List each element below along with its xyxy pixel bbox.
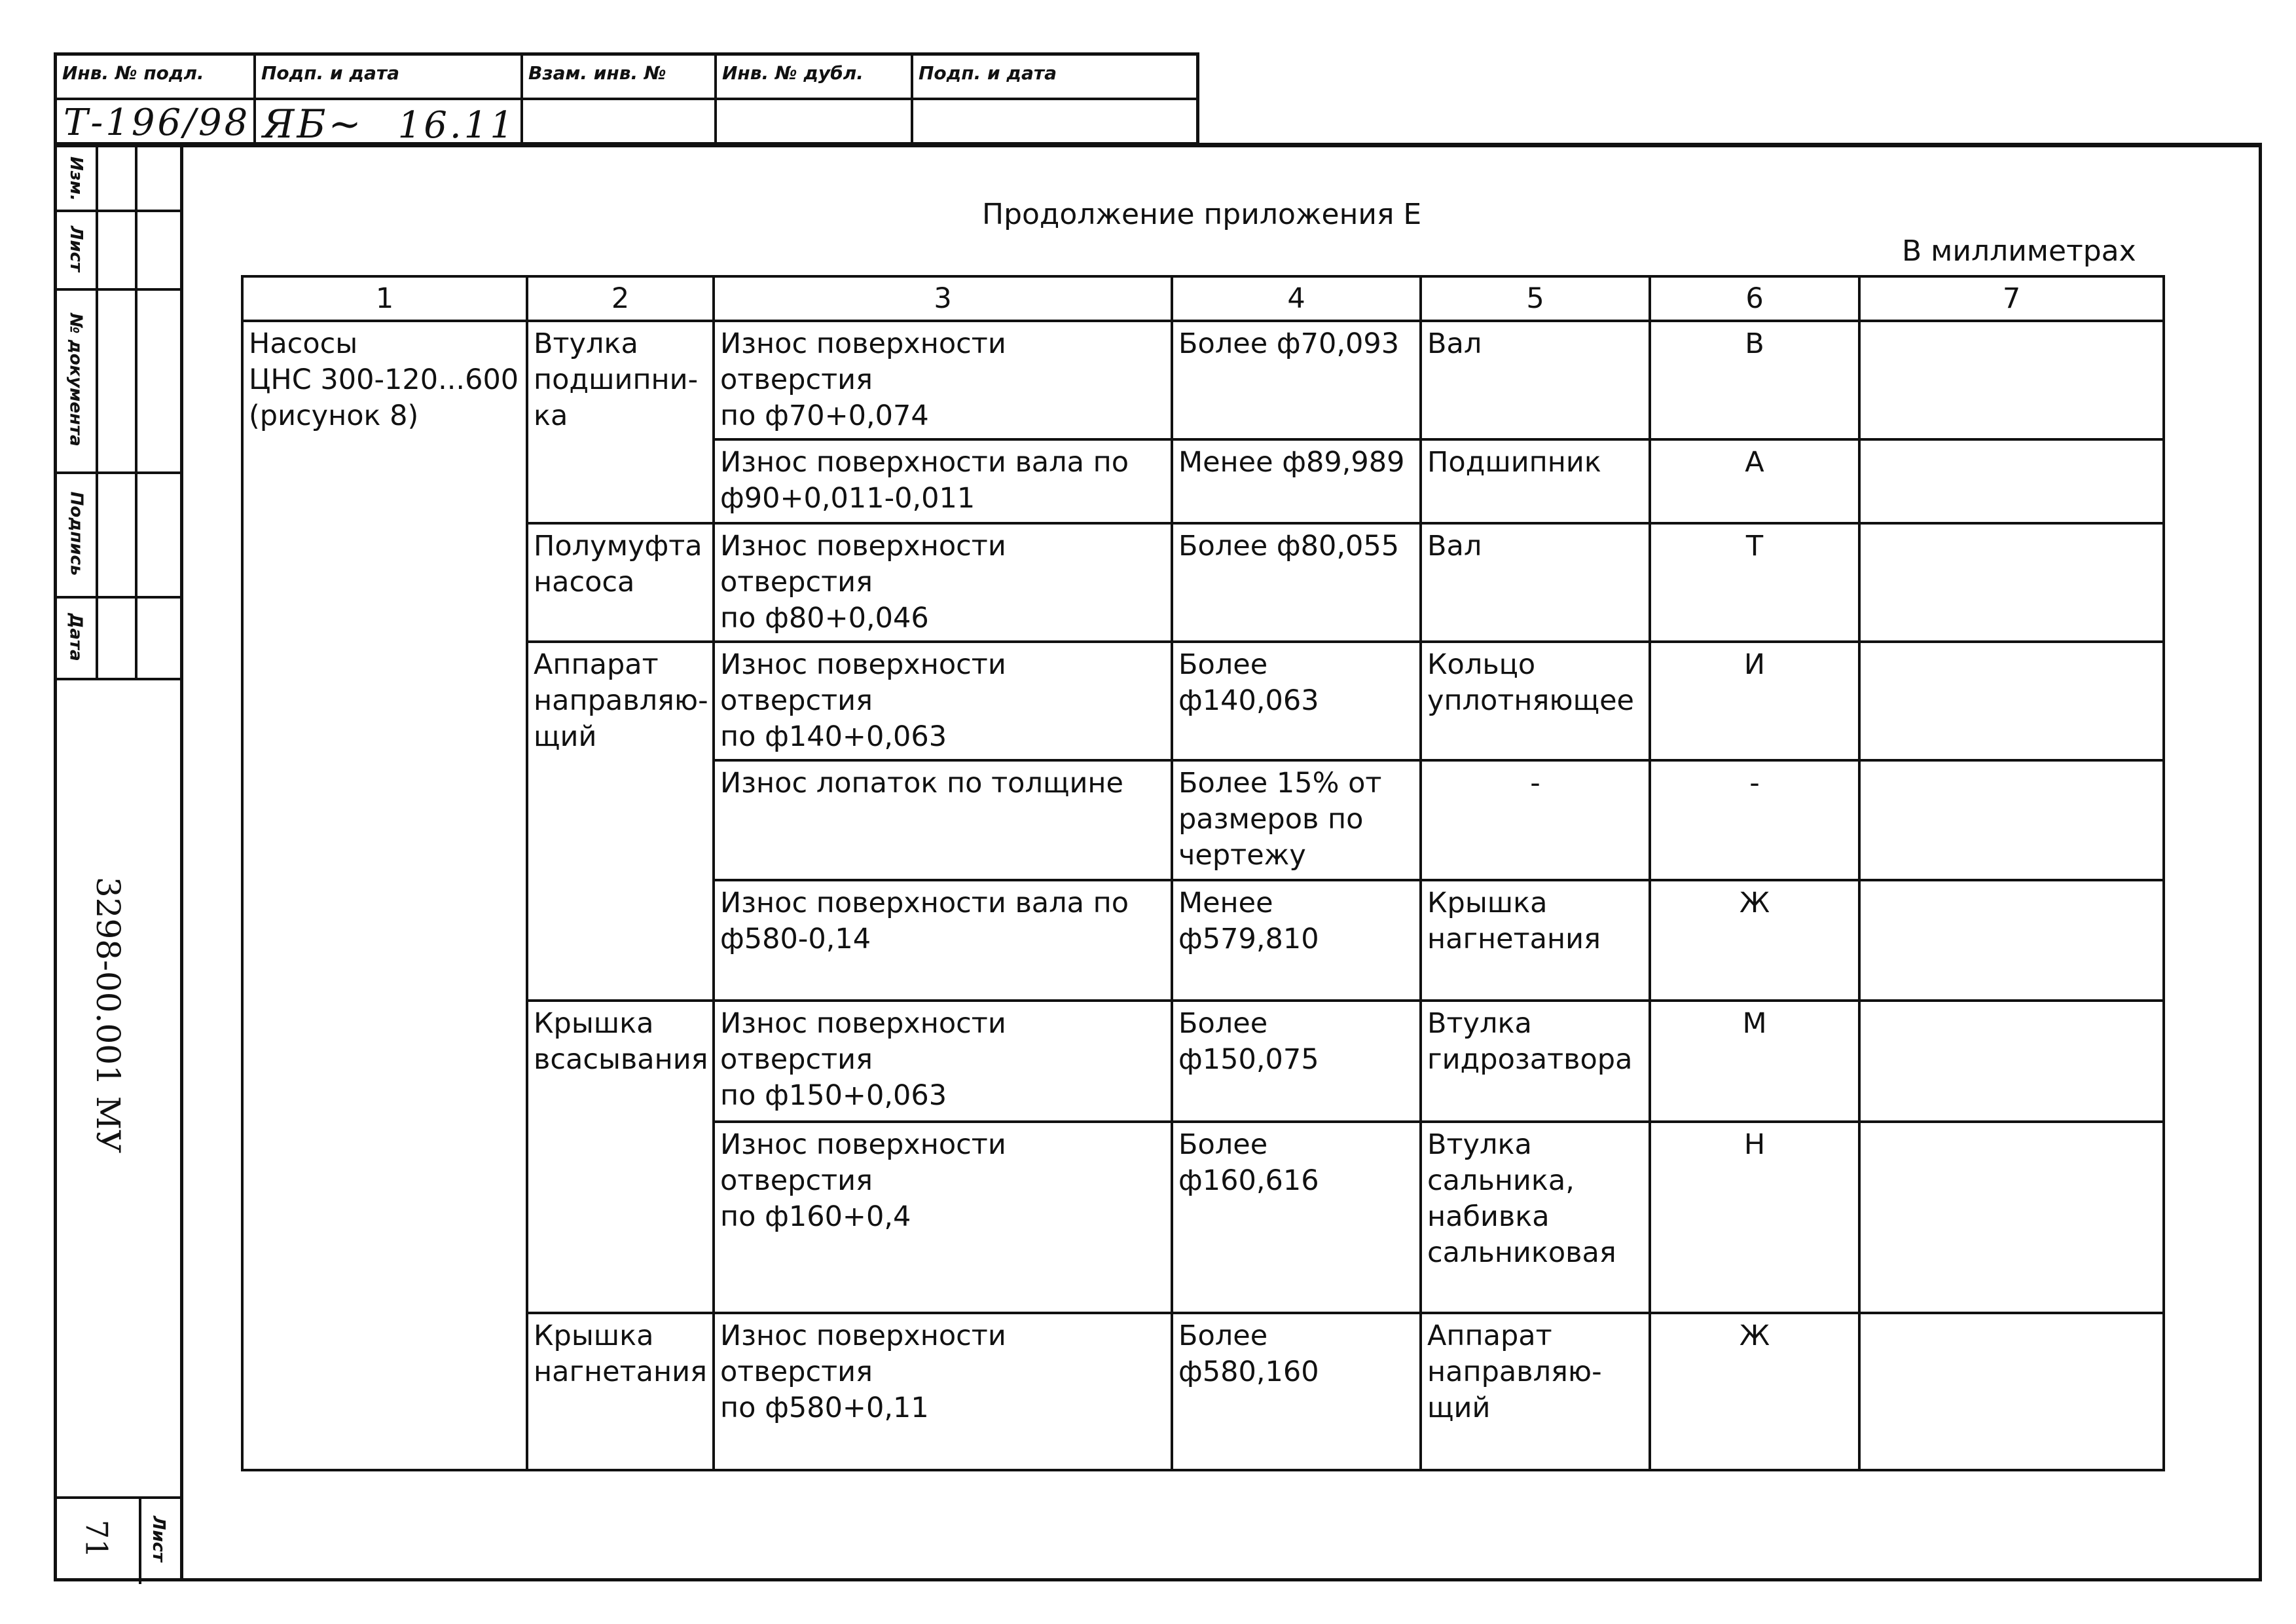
limit-cell: Более ф580,160 (1172, 1313, 1421, 1470)
note-cell (1859, 321, 2164, 439)
defect-cell: Износ поверхности вала по ф580-0,14 (714, 880, 1172, 1001)
inventory-number: Т-196/98 (57, 100, 256, 146)
defect-cell: Износ поверхности вала по ф90+0,011-0,011 (714, 439, 1172, 523)
limit-cell: Более 15% от размеров по чертежу (1172, 760, 1421, 880)
table-row (242, 1001, 2164, 1122)
limit-cell: Более ф150,075 (1172, 1001, 1421, 1122)
approval-stamp (54, 52, 1199, 145)
stamp-empty-cell (913, 100, 1199, 146)
stamp-empty-cell (523, 100, 717, 146)
part-name: Крышка нагнетания (527, 1313, 714, 1470)
part-name: Аппарат направляю- щий (527, 642, 714, 1001)
mating-part-cell: Втулка сальника, набивка сальниковая (1421, 1122, 1650, 1313)
code-cell: Ж (1650, 1313, 1859, 1470)
part-name: Втулка подшипни- ка (527, 321, 714, 523)
note-cell (1859, 1122, 2164, 1313)
code-cell: Т (1650, 523, 1859, 642)
column-header: 3 (714, 276, 1172, 321)
stamp-header-sign-date: Подп. и дата (256, 56, 523, 100)
table-row (242, 523, 2164, 642)
note-cell (1859, 1001, 2164, 1122)
side-strip-divider (54, 678, 180, 680)
table-row (242, 642, 2164, 760)
code-cell: - (1650, 760, 1859, 880)
code-cell: В (1650, 321, 1859, 439)
defect-cell: Износ поверхности отверстия по ф160+0,4 (714, 1122, 1172, 1313)
frame-top-line (180, 143, 2262, 147)
code-cell: А (1650, 439, 1859, 523)
column-header: 5 (1421, 276, 1650, 321)
sheet-label: Лист (149, 1515, 169, 1562)
side-label-sheet: Лист (66, 225, 86, 272)
side-label-document: № документа (66, 313, 86, 447)
equipment-name: Насосы ЦНС 300-120...600 (рисунок 8) (242, 321, 527, 1470)
stamp-header-inv-orig: Инв. № подл. (57, 56, 256, 100)
side-label-date: Дата (66, 612, 86, 661)
limit-cell: Более ф160,616 (1172, 1122, 1421, 1313)
document-code: 3298-00.001 МУ (89, 876, 128, 1154)
mating-part-cell: Вал (1421, 321, 1650, 439)
table-header-row (242, 276, 2164, 321)
defect-cell: Износ поверхности отверстия по ф580+0,11 (714, 1313, 1172, 1470)
limit-cell: Более ф140,063 (1172, 642, 1421, 760)
column-header: 1 (242, 276, 527, 321)
code-cell: Ж (1650, 880, 1859, 1001)
code-cell: Н (1650, 1122, 1859, 1313)
side-label-change: Изм. (66, 156, 86, 201)
note-cell (1859, 642, 2164, 760)
mating-part-cell: Втулка гидрозатвора (1421, 1001, 1650, 1122)
note-cell (1859, 523, 2164, 642)
note-cell (1859, 439, 2164, 523)
limit-cell: Более ф80,055 (1172, 523, 1421, 642)
defect-cell: Износ поверхности отверстия по ф70+0,074 (714, 321, 1172, 439)
note-cell (1859, 760, 2164, 880)
note-cell (1859, 1313, 2164, 1470)
limit-cell: Менее ф579,810 (1172, 880, 1421, 1001)
page-title: Продолжение приложения Е (982, 198, 1422, 231)
side-label-signature: Подпись (66, 491, 86, 576)
stamp-header-sign-date-2: Подп. и дата (913, 56, 1199, 100)
limit-cell: Менее ф89,989 (1172, 439, 1421, 523)
mating-part-cell: Крышка нагнетания (1421, 880, 1650, 1001)
column-header: 7 (1859, 276, 2164, 321)
signature-date-value: 16.11 (397, 104, 516, 147)
stamp-header-inv-dup: Инв. № дубл. (717, 56, 913, 100)
stamp-empty-cell (717, 100, 913, 146)
units-note: В миллиметрах (1902, 234, 2136, 268)
table-row (242, 1313, 2164, 1470)
sheet-number: 71 (78, 1519, 114, 1559)
defect-cell: Износ лопаток по толщине (714, 760, 1172, 880)
note-cell (1859, 880, 2164, 1001)
code-cell: И (1650, 642, 1859, 760)
code-cell: М (1650, 1001, 1859, 1122)
defects-table (241, 275, 2165, 1471)
column-header: 6 (1650, 276, 1859, 321)
part-name: Крышка всасывания (527, 1001, 714, 1313)
signature-date (256, 100, 523, 146)
mating-part-cell: Кольцо уплотняющее (1421, 642, 1650, 760)
table-row (242, 321, 2164, 439)
column-header: 2 (527, 276, 714, 321)
defect-cell: Износ поверхности отверстия по ф80+0,046 (714, 523, 1172, 642)
column-header: 4 (1172, 276, 1421, 321)
mating-part-cell: Аппарат направляю- щий (1421, 1313, 1650, 1470)
limit-cell: Более ф70,093 (1172, 321, 1421, 439)
mating-part-cell: Вал (1421, 523, 1650, 642)
mating-part-cell: Подшипник (1421, 439, 1650, 523)
defect-cell: Износ поверхности отверстия по ф140+0,063 (714, 642, 1172, 760)
signature-mark: ЯБ~ (263, 101, 364, 147)
defect-cell: Износ поверхности отверстия по ф150+0,063 (714, 1001, 1172, 1122)
mating-part-cell: - (1421, 760, 1650, 880)
stamp-header-replaced-inv: Взам. инв. № (523, 56, 717, 100)
part-name: Полумуфта насоса (527, 523, 714, 642)
